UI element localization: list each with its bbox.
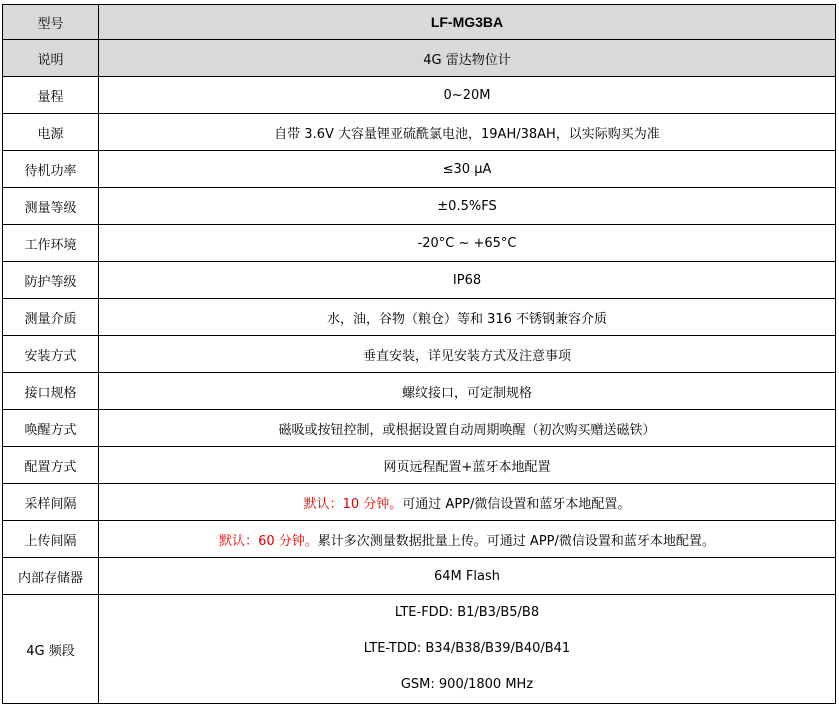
spec-row-storage [3,558,836,595]
spec-row-description [3,40,836,77]
spec-label: 安装方式 [3,336,99,373]
spec-value-mixed [99,484,836,521]
spec-row-4g-bands [3,595,836,704]
spec-value: 累计多次测量数据批量上传。可通过 APP/微信设置和蓝牙本地配置。 [317,533,715,549]
spec-row-medium [3,299,836,336]
model-name: LF-MG3BA [99,5,836,40]
spec-label: 工作环境 [3,225,99,262]
spec-value: 64M Flash [99,558,836,595]
spec-label: 配置方式 [3,447,99,484]
default-highlight: 默认：10 分钟。 [303,496,403,512]
spec-label: 待机功率 [3,151,99,188]
spec-value: 螺纹接口，可定制规格 [99,373,836,410]
spec-row-sampling-interval [3,484,836,521]
spec-label: 采样间隔 [3,484,99,521]
spec-label: 量程 [3,77,99,114]
spec-value: IP68 [99,262,836,299]
spec-value: 可通过 APP/微信设置和蓝牙本地配置。 [402,496,631,512]
spec-label: 接口规格 [3,373,99,410]
spec-value: 自带 3.6V 大容量锂亚硫酰氯电池，19AH/38AH，以实际购买为准 [99,114,836,151]
spec-label: 电源 [3,114,99,151]
spec-value: 磁吸或按钮控制，或根据设置自动周期唤醒（初次购买赠送磁铁） [99,410,836,447]
spec-value: 网页远程配置+蓝牙本地配置 [99,447,836,484]
spec-row-interface [3,373,836,410]
spec-row-configuration [3,447,836,484]
spec-label: 唤醒方式 [3,410,99,447]
spec-row-range [3,77,836,114]
spec-row-protection [3,262,836,299]
spec-label: 测量介质 [3,299,99,336]
spec-label: 防护等级 [3,262,99,299]
header-label: 型号 [3,5,99,40]
spec-label: 上传间隔 [3,521,99,558]
band-line-tdd: LTE-TDD: B34/B38/B39/B40/B41 [363,641,571,656]
spec-value: ≤30 μA [99,151,836,188]
spec-row-accuracy [3,188,836,225]
spec-row-upload-interval [3,521,836,558]
band-line-fdd: LTE-FDD: B1/B3/B5/B8 [394,605,540,620]
spec-value: 4G 雷达物位计 [99,40,836,77]
spec-row-wakeup [3,410,836,447]
spec-row-environment [3,225,836,262]
spec-row-power-supply [3,114,836,151]
spec-label: 内部存储器 [3,558,99,595]
table-header-row [3,5,836,40]
spec-label: 4G 频段 [3,595,99,704]
spec-label: 测量等级 [3,188,99,225]
band-list [99,595,836,704]
spec-value: ±0.5%FS [99,188,836,225]
spec-value: 垂直安装，详见安装方式及注意事项 [99,336,836,373]
spec-value: 0~20M [99,77,836,114]
spec-table [2,4,836,704]
spec-row-standby-power [3,151,836,188]
band-line-gsm: GSM: 900/1800 MHz [400,677,534,692]
default-highlight: 默认：60 分钟。 [219,533,318,549]
spec-label: 说明 [3,40,99,77]
spec-row-installation [3,336,836,373]
spec-value: 水，油，谷物（粮仓）等和 316 不锈钢兼容介质 [99,299,836,336]
spec-value-mixed [99,521,836,558]
spec-value: -20°C ~ +65°C [99,225,836,262]
